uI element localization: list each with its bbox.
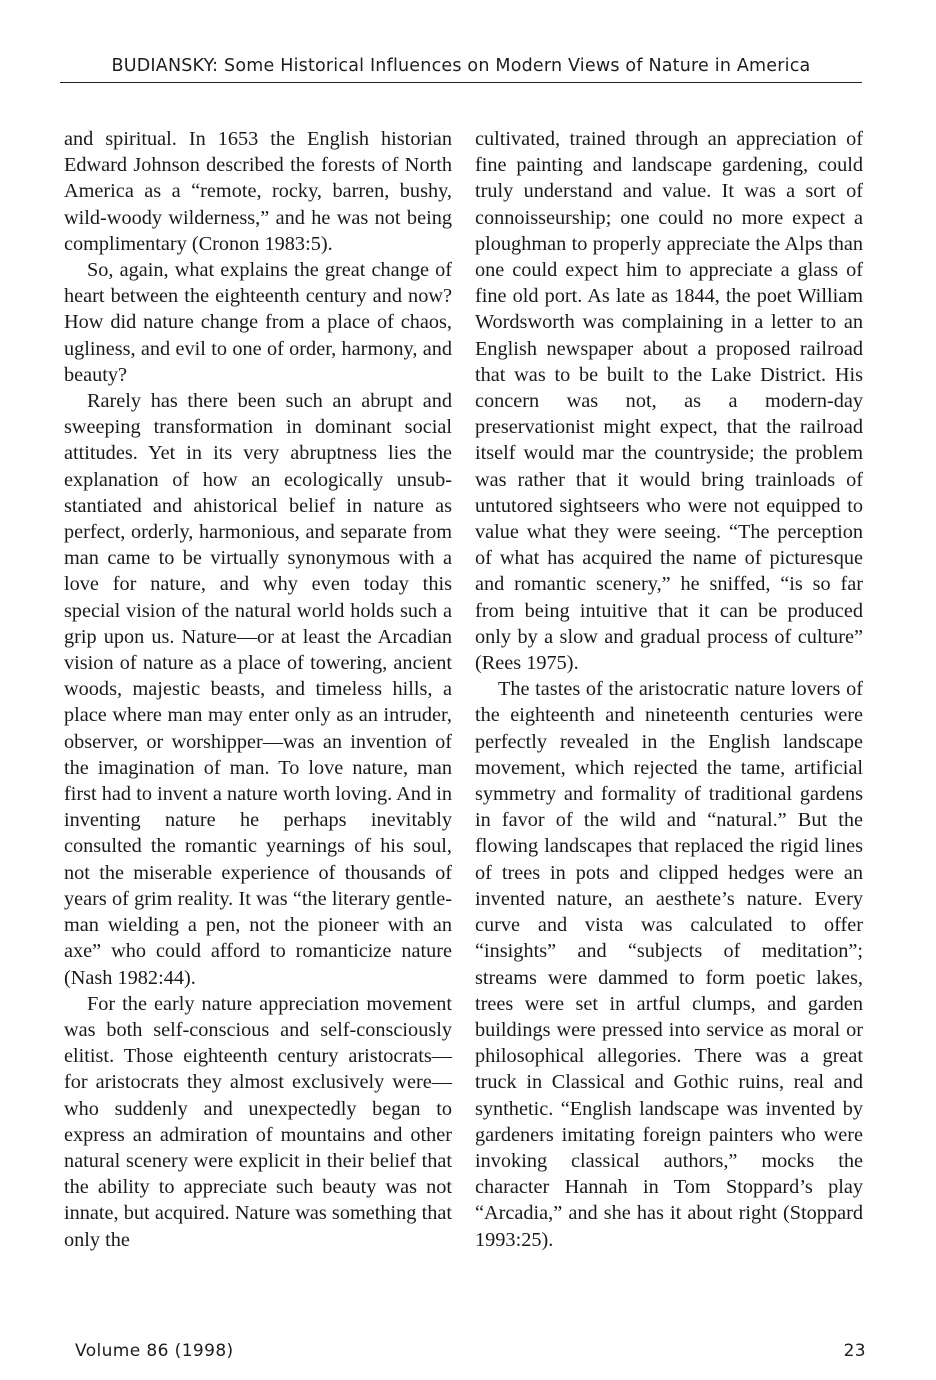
page-number: 23 (843, 1341, 866, 1361)
paragraph: The tastes of the aristocratic nature lovers of the eighteenth and nineteenth centuries were perfectly revealed in the English landscape movement, which rejected the tame, artificial symmetry and formality of traditional gardens in favor of the wild and “natural.” But the flowing landscapes that replaced the rigid lines of trees in pots and clipped hedges were an invented nature, an aesthete’s nature. Every curve and vista was calculated to offer “insights” and “subjects of meditation”; streams were dammed to form poetic lakes, trees were set in artful clumps, and garden buildings were pressed into service as moral or philosophical allegories. There was a great truck in Classical and Gothic ruins, real and synthetic. “English landscape was invented by gardeners imitating foreign painters who were invoking classical authors,” mocks the character Hannah in Tom Stoppard’s play “Arcadia,” and she has it about right (Stoppard 1993:25). (475, 678, 863, 1251)
paragraph: Rarely has there been such an abrupt and sweeping transformation in dominant social attitudes. Yet in its very abruptness lies the explanation of how an ecologically unsubstantiated and ahistorical belief in nature as perfect, orderly, harmonious, and separate from man came to be virtually synonymous with a love for nature, and why even today this special vision of the natural world holds such a grip upon us. Nature—or at least the Arcadian vision of nature as a place of towering, ancient woods, majestic beasts, and timeless hills, a place where man may enter only as an intruder, observer, or worshipper—was an invention of the imagination of man. To love nature, man first had to invent a nature worth loving. And in inventing nature he perhaps inevitably consulted the romantic yearnings of his soul, not the miserable experience of thousands of years of grim reality. It was “the literary gentleman wielding a pen, not the pioneer with an axe” who could afford to romanticize nature (Nash 1982:44). (64, 390, 452, 989)
right-column (475, 126, 863, 1253)
left-column (64, 126, 452, 1253)
paragraph: cultivated, trained through an appreciation of fine painting and landscape gardening, could truly understand and value. It was a sort of connoisseurship; one could no more expect a ploughman to properly appreciate the Alps than one could expect him to appreciate a glass of fine old port. As late as 1844, the poet William Wordsworth was complaining in a letter to an English newspaper about a proposed railroad that was to be built to the Lake District. His concern was not, as a modern-day preservationist might expect, that the railroad itself would mar the countryside; the problem was rather that it would bring trainloads of untutored sightseers who were not equipped to value what they were seeing. “The perception of what has acquired the name of picturesque and romantic scenery,” he sniffed, “is so far from being intuitive that it can be produced only by a slow and gradual process of culture” (Rees 1975). (475, 128, 863, 675)
footer-volume: Volume 86 (1998) (75, 1341, 234, 1361)
paragraph: and spiritual. In 1653 the English historian Edward Johnson described the forests of North America as a “remote, rocky, barren, bushy, wild-woody wilderness,” and he was not being complimentary (Cronon 1983:5). (64, 128, 452, 255)
paragraph: For the early nature appreciation movement was both self-conscious and self-consciously elitist. Those eighteenth century aristocrats—for aristocrats they almost exclusively were—who suddenly and unexpectedly began to express an admiration of mountains and other natural scenery were explicit in their belief that the ability to appreciate such beauty was not innate, but acquired. Nature was something that only the (64, 992, 452, 1251)
header-rule (60, 82, 862, 83)
paragraph: So, again, what explains the great change of heart between the eighteenth century and now? How did nature change from a place of chaos, ugliness, and evil to one of order, harmony, and beauty? (64, 259, 452, 386)
running-head-title: BUDIANSKY: Some Historical Influences on Modern Views of Nature in America (111, 56, 811, 76)
